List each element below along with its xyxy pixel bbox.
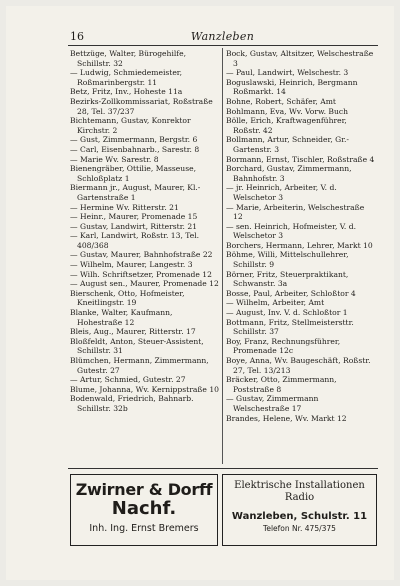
directory-entry: Bienengräber, Ottilie, Masseuse, Schloßplatz 1 xyxy=(70,164,196,183)
directory-entry: Blume, Johanna, Wv. Kernippstraße 10 xyxy=(70,384,219,394)
directory-entry: — August, Inv. V. d. Schloßtor 1 xyxy=(226,308,348,318)
left-column xyxy=(70,49,220,414)
directory-entry: Bollmann, Artur, Schneider, Gr.-Gartenstr. 3 xyxy=(226,135,350,154)
page-title: Wanzleben xyxy=(190,30,255,43)
directory-entry: — Karl, Landwirt, Roßstr. 13, Tel. 408/368 xyxy=(70,231,200,250)
directory-entry: Borchard, Gustav, Zimmermann, Bahnhofstr. 3 xyxy=(226,164,352,183)
directory-entry: — Wilhelm, Arbeiter, Amt xyxy=(226,298,325,308)
directory-entry: Bohlmann, Eva, Wv. Vorw. Buch xyxy=(226,106,349,116)
directory-entry: Börner, Fritz, Steuerpraktikant, Schwanstr. 3a xyxy=(226,269,349,289)
right-column xyxy=(226,49,376,423)
directory-entry: — August sen., Maurer, Promenade 12 xyxy=(70,279,219,289)
directory-entry: Bleis, Aug., Maurer, Ritterstr. 17 xyxy=(70,327,196,337)
directory-entry: Bohne, Robert, Schäfer, Amt xyxy=(226,96,336,106)
directory-entry: Borchers, Hermann, Lehrer, Markt 10 xyxy=(226,240,373,250)
directory-entry: Bosse, Paul, Arbeiter, Schloßtor 4 xyxy=(226,288,356,298)
directory-entry: — Ludwig, Schmiedemeister, Roßmarinbergstr. 11 xyxy=(70,68,183,87)
directory-entry: Boy, Franz, Rechnungsführer, Promenade 12c xyxy=(226,336,341,356)
header-rule xyxy=(68,45,378,46)
footer-rule xyxy=(68,468,378,469)
directory-entry: Boguslawski, Heinrich, Bergmann Roßmarkt. 14 xyxy=(226,77,358,97)
directory-entry: Blanke, Walter, Kaufmann, Hohestraße 12 xyxy=(70,308,173,327)
directory-entry: — Heinr., Maurer, Promenade 15 xyxy=(70,212,198,222)
directory-entry: — Gustav, Zimmermann Welschestraße 17 xyxy=(226,394,319,413)
directory-entry: — Hermine Wv. Ritterstr. 21 xyxy=(70,202,179,212)
directory-entry: — Marie Wv. Sarestr. 8 xyxy=(70,154,159,164)
page-header xyxy=(70,30,375,44)
directory-entry: Bettzüge, Walter, Bürogehilfe, Schillstr. 32 xyxy=(70,49,187,68)
directory-entry: Bottmann, Fritz, Stellmeistersttr. Schillstr. 37 xyxy=(226,317,354,337)
directory-entry: Betz, Fritz, Inv., Hoheste 11a xyxy=(70,87,183,97)
directory-entry: — Marie, Arbeiterin, Welschestraße 12 xyxy=(226,202,365,222)
directory-entry: — Gustav, Landwirt, Ritterstr. 21 xyxy=(70,221,198,231)
directory-entry: Boye, Anna, Wv. Baugeschäft, Roßstr. 27, Tel. 13/213 xyxy=(226,356,371,375)
directory-entry: — Gust, Zimmermann, Bergstr. 6 xyxy=(70,135,198,145)
directory-entry: — Artur, Schmied, Gutestr. 27 xyxy=(70,375,186,385)
directory-entry: Bräcker, Otto, Zimmermann, Poststraße 8 xyxy=(226,375,337,394)
directory-entry: — jr. Heinrich, Arbeiter, V. d. Welschetor 3 xyxy=(226,183,337,202)
ad-service: Elektrische Installationen xyxy=(234,480,365,491)
ad-owner: Inh. Ing. Ernst Bremers xyxy=(89,523,199,534)
ad-firm-suffix: Nachf. xyxy=(111,498,177,519)
ad-firm-name: Zwirner & Dorff xyxy=(75,480,213,499)
directory-entry: — sen. Heinrich, Hofmeister, V. d. Welschetor 3 xyxy=(226,221,357,241)
directory-entry: Biermann jr., August, Maurer, Kl.-Gartenstraße 1 xyxy=(70,183,201,202)
directory-entry: Bloßfeldt, Anton, Steuer-Assistent, Schillstr. 31 xyxy=(70,336,204,356)
directory-entry: Bormann, Ernst, Tischler, Roßstraße 4 xyxy=(226,154,375,164)
directory-entry: — Paul, Landwirt, Welschestr. 3 xyxy=(226,68,349,78)
directory-entry: — Carl, Eisenbahnarb., Sarestr. 8 xyxy=(70,144,200,154)
directory-entry: Böhme, Willi, Mittelschullehrer, Schillstr. 9 xyxy=(226,250,349,270)
directory-entry: Brandes, Helene, Wv. Markt 12 xyxy=(226,413,347,423)
directory-entry: — Wilhelm, Maurer, Langestr. 3 xyxy=(70,260,193,270)
ad-phone: Telefon Nr. 475/375 xyxy=(263,524,336,533)
directory-columns xyxy=(70,49,376,464)
directory-entry: Bock, Gustav, Altsitzer, Welschestraße 3 xyxy=(226,49,374,68)
advertisement-left xyxy=(70,474,218,546)
directory-entry: Bezirks-Zollkommissariat, Roßstraße 28, Tel. 37/237 xyxy=(70,96,213,116)
directory-entry: Bierschenk, Otto, Hofmeister, Kneitlingstr. 19 xyxy=(70,288,185,308)
directory-entry: Bodenwald, Friedrich, Bahnarb. Schillstr. 32b xyxy=(70,394,194,413)
advertisement-right xyxy=(222,474,377,546)
directory-entry: Blümchen, Hermann, Zimmermann, Gutestr. 27 xyxy=(70,356,209,375)
directory-entry: Bichtemann, Gustav, Konrektor Kirchstr. 2 xyxy=(70,116,191,135)
directory-entry: — Gustav, Maurer, Bahnhofstraße 22 xyxy=(70,250,213,260)
page-number: 16 xyxy=(70,30,84,43)
directory-entry: — Wilh. Schriftsetzer, Promenade 12 xyxy=(70,269,212,279)
ad-address: Wanzleben, Schulstr. 11 xyxy=(231,511,368,522)
ad-service-2: Radio xyxy=(284,492,315,503)
directory-entry: Bölle, Erich, Kraftwagenführer, Roßstr. 42 xyxy=(226,116,347,135)
